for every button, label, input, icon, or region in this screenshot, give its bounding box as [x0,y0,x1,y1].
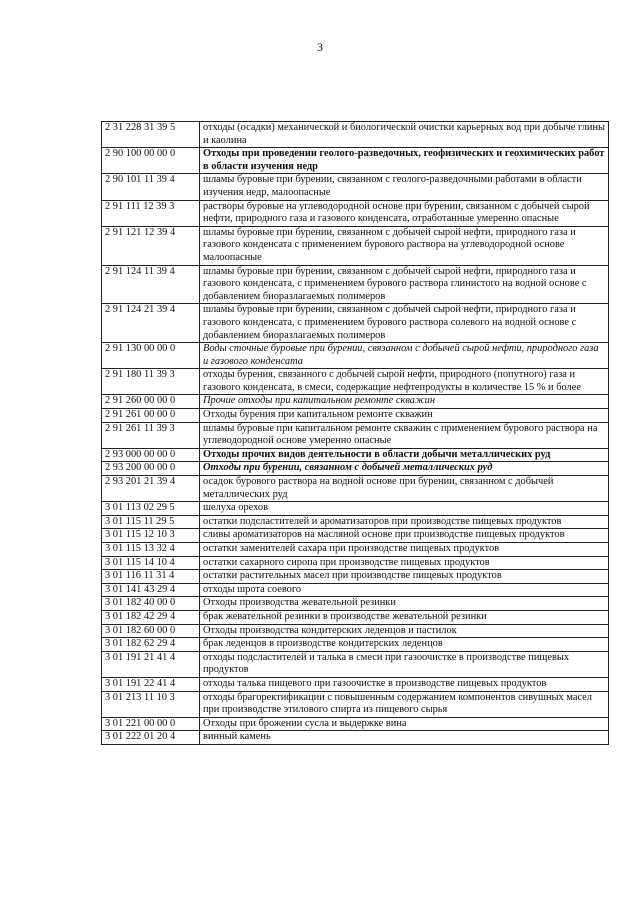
waste-code-cell: 3 01 221 00 00 0 [102,717,200,731]
waste-description-cell: отходы подсластителей и талька в смеси при газоочистке в производстве пищевых продуктов [200,651,609,677]
waste-description-cell: Воды сточные буровые при бурении, связанном с добычей сырой нефти, природного газа и газового конденсата [200,343,609,369]
table-row [102,583,609,597]
waste-description-cell: отходы бурения, связанного с добычей сырой нефти, природного (попутного) газа и газового конденсата, в смеси, содержащие нефтепродукты в количестве 15 % и более [200,369,609,395]
table-row [102,651,609,677]
waste-description-cell: остатки заменителей сахара при производстве пищевых продуктов [200,543,609,557]
table-row [102,122,609,148]
waste-code-cell: 2 91 261 11 39 3 [102,422,200,448]
waste-code-cell: 2 91 261 00 00 0 [102,409,200,423]
waste-code-cell: 2 31 228 31 39 5 [102,122,200,148]
waste-description-cell: винный камень [200,731,609,745]
waste-description-cell: Прочие отходы при капитальном ремонте скважин [200,395,609,409]
table-row [102,624,609,638]
waste-description-cell: Отходы прочих видов деятельности в области добычи металлических руд [200,448,609,462]
waste-code-cell: 2 91 111 12 39 3 [102,200,200,226]
waste-description-cell: остатки подсластителей и ароматизаторов при производстве пищевых продуктов [200,515,609,529]
waste-code-cell: 3 01 115 13 32 4 [102,543,200,557]
table-row [102,422,609,448]
table-row [102,395,609,409]
table-row [102,148,609,174]
waste-description-cell: растворы буровые на углеводородной основе при бурении, связанном с добычей сырой нефти, природного газа и газового конденсата, отработанные умеренно опасные [200,200,609,226]
waste-description-cell: отходы брагоректификации с повышенным содержанием компонентов сивушных масел при производстве этилового спирта из пищевого сырья [200,691,609,717]
waste-description-cell: Отходы производства кондитерских леденцов и пастилок [200,624,609,638]
waste-code-cell: 2 91 124 21 39 4 [102,304,200,343]
table-row [102,174,609,200]
waste-code-cell: 3 01 191 21 41 4 [102,651,200,677]
table-row [102,677,609,691]
waste-code-cell: 3 01 141 43 29 4 [102,583,200,597]
waste-code-cell: 3 01 113 02 29 5 [102,502,200,516]
table-row [102,226,609,265]
waste-description-cell: шламы буровые при бурении, связанном с добычей сырой нефти, природного газа и газового конденсата, с применением бурового раствора глинистого на водной основе с добавлением биоразлагаемых полимеров [200,265,609,304]
waste-description-cell: Отходы бурения при капитальном ремонте скважин [200,409,609,423]
waste-code-cell: 2 91 130 00 00 0 [102,343,200,369]
page-number: 3 [317,40,323,54]
waste-code-cell: 2 91 180 11 39 3 [102,369,200,395]
waste-description-cell: отходы (осадки) механической и биологической очистки карьерных вод при добыче глины и каолина [200,122,609,148]
waste-description-cell: шламы буровые при бурении, связанном с добычей сырой нефти, природного газа и газового конденсата с применением бурового раствора на углеводородной основе малоопасные [200,226,609,265]
waste-code-cell: 3 01 182 42 29 4 [102,610,200,624]
table-row [102,597,609,611]
waste-code-cell: 3 01 115 12 10 3 [102,529,200,543]
waste-description-cell: отходы шрота соевого [200,583,609,597]
waste-description-cell: остатки сахарного сиропа при производстве пищевых продуктов [200,556,609,570]
table-row [102,265,609,304]
waste-description-cell: Отходы при проведении геолого-разведочных, геофизических и геохимических работ в области изучения недр [200,148,609,174]
waste-code-cell: 3 01 115 11 29 5 [102,515,200,529]
table-row [102,638,609,652]
table-row [102,731,609,745]
waste-description-cell: Отходы при брожении сусла и выдержке вина [200,717,609,731]
waste-code-cell: 3 01 182 40 00 0 [102,597,200,611]
waste-code-cell: 3 01 182 60 00 0 [102,624,200,638]
table-row [102,200,609,226]
waste-description-cell: осадок бурового раствора на водной основе при бурении, связанном с добычей металлических руд [200,476,609,502]
waste-description-cell: брак жевательной резинки в производстве жевательной резинки [200,610,609,624]
waste-description-cell: шелуха орехов [200,502,609,516]
waste-code-table [101,121,609,745]
waste-description-cell: отходы талька пищевого при газоочистке в производстве пищевых продуктов [200,677,609,691]
waste-description-cell: шламы буровые при бурении, связанном с геолого-разведочными работами в области изучения недр, малоопасные [200,174,609,200]
waste-code-cell: 2 90 101 11 39 4 [102,174,200,200]
table-row [102,448,609,462]
waste-description-cell: Отходы производства жевательной резинки [200,597,609,611]
table-row [102,409,609,423]
waste-code-cell: 3 01 115 14 10 4 [102,556,200,570]
table-row [102,691,609,717]
waste-description-cell: шламы буровые при бурении, связанном с добычей сырой нефти, природного газа и газового конденсата, с применением бурового раствора солевого на водной основе с добавлением биоразлагаемых полимеров [200,304,609,343]
table-row [102,476,609,502]
table-row [102,343,609,369]
waste-code-cell: 2 93 200 00 00 0 [102,462,200,476]
table-row [102,610,609,624]
waste-code-cell: 3 01 222 01 20 4 [102,731,200,745]
waste-code-cell: 2 93 201 21 39 4 [102,476,200,502]
table-row [102,462,609,476]
waste-description-cell: Отходы при бурении, связанном с добычей металлических руд [200,462,609,476]
waste-code-cell: 3 01 116 11 31 4 [102,570,200,584]
waste-code-cell: 3 01 213 11 10 3 [102,691,200,717]
table-row [102,369,609,395]
waste-code-cell: 2 91 260 00 00 0 [102,395,200,409]
waste-description-cell: шламы буровые при капитальном ремонте скважин с применением бурового раствора на углеводородной основе умеренно опасные [200,422,609,448]
waste-code-cell: 2 93 000 00 00 0 [102,448,200,462]
waste-description-cell: брак леденцов в производстве кондитерских леденцов [200,638,609,652]
table-row [102,717,609,731]
table-row [102,529,609,543]
table-row [102,556,609,570]
waste-code-cell: 2 91 124 11 39 4 [102,265,200,304]
waste-code-cell: 3 01 191 22 41 4 [102,677,200,691]
table-row [102,543,609,557]
waste-code-cell: 3 01 182 62 29 4 [102,638,200,652]
table-row [102,502,609,516]
table-row [102,304,609,343]
table-row [102,570,609,584]
table-row [102,515,609,529]
waste-description-cell: остатки растительных масел при производстве пищевых продуктов [200,570,609,584]
waste-description-cell: сливы ароматизаторов на масляной основе при производстве пищевых продуктов [200,529,609,543]
waste-code-cell: 2 90 100 00 00 0 [102,148,200,174]
waste-code-cell: 2 91 121 12 39 4 [102,226,200,265]
